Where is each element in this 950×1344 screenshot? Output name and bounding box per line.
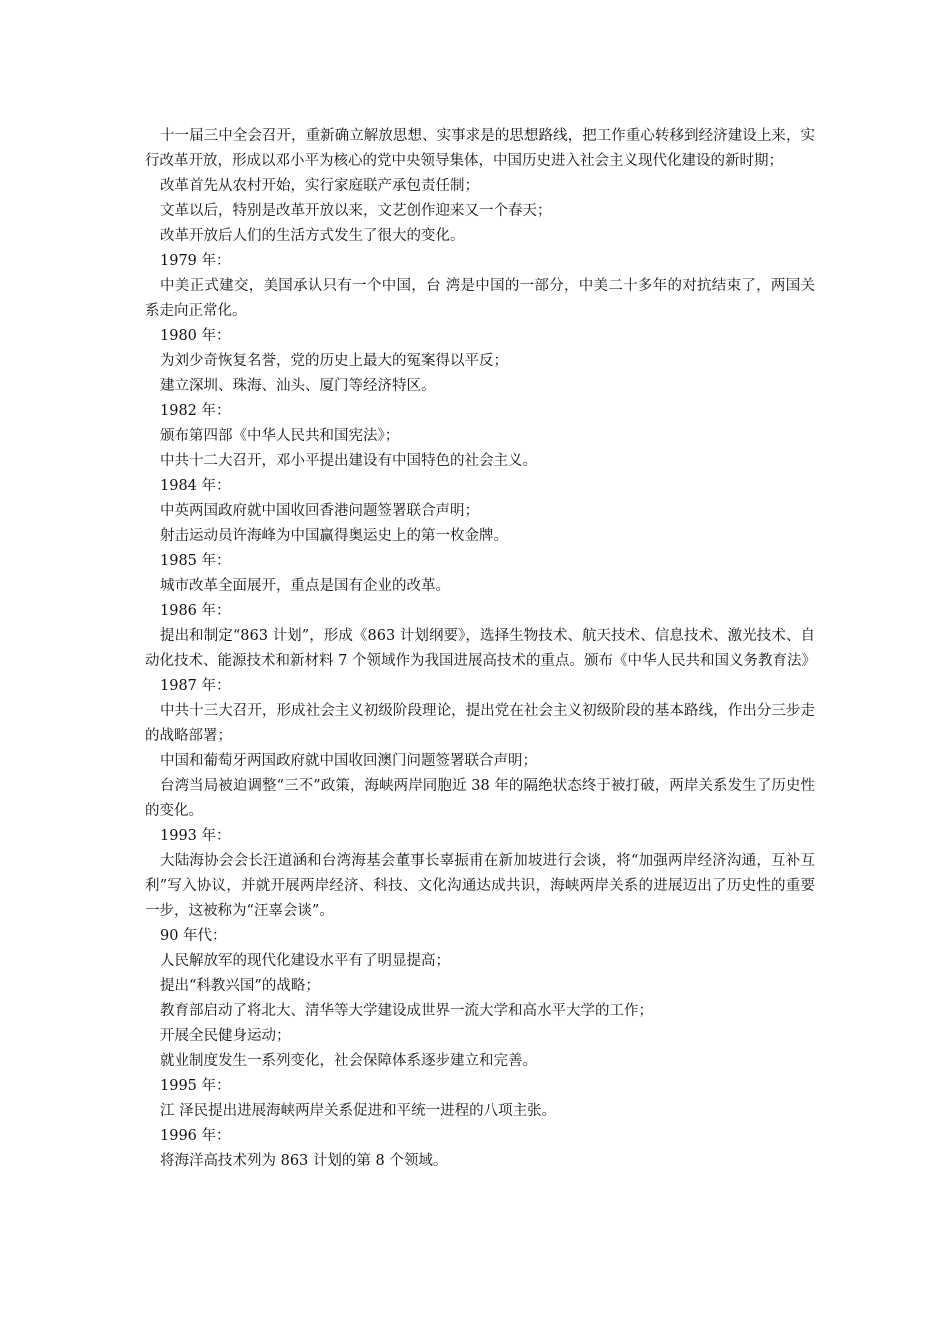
paragraph: 人民解放军的现代化建设水平有了明显提高； [160,953,450,969]
year-heading: 1984 年： [160,478,231,494]
paragraph: 中共十二大召开，邓小平提出建设有中国特色的社会主义。 [160,453,537,469]
year-heading: 1980 年： [160,328,231,344]
paragraph: 中英两国政府就中国收回香港问题签署联合声明； [160,503,479,519]
year-heading: 1987 年： [160,678,231,694]
paragraph: 提出和制定“863 计划”，形成《863 计划纲要》，选择生物技术、航天技术、信息技术、激光技术、自动化技术、能源技术和新材料 7 个领域作为我国进展高技术的重点。颁布《中华人民共和国义务教育法》 [145,628,816,669]
year-heading: 1995 年： [160,1078,231,1094]
paragraph: 大陆海协会会长汪道涵和台湾海基会董事长辜振甫在新加坡进行会谈，将“加强两岸经济沟通，互补互利”写入协议，并就开展两岸经济、科技、文化沟通达成共识，海峡两岸关系的进展迈出了历史性的重要一步，这被称为“汪辜会谈”。 [145,853,815,919]
paragraph: 开展全民健身运动； [160,1028,291,1044]
paragraph: 颁布第四部《中华人民共和国宪法》； [160,428,400,444]
year-heading: 90 年代： [160,928,227,944]
paragraph: 中美正式建交，美国承认只有一个中国，台 湾是中国的一部分，中美二十多年的对抗结束了，两国关系走向正常化。 [145,278,815,319]
year-heading: 1979 年： [160,253,231,269]
paragraph: 文革以后，特别是改革开放以来，文艺创作迎来又一个春天； [160,203,552,219]
paragraph: 台湾当局被迫调整“三不”政策，海峡两岸同胞近 38 年的隔绝状态终于被打破，两岸关系发生了历史性的变化。 [145,778,815,819]
paragraph: 江 泽民提出进展海峡两岸关系促进和平统一进程的八项主张。 [160,1103,557,1119]
paragraph: 将海洋高技术列为 863 计划的第 8 个领域。 [160,1153,448,1169]
year-heading: 1993 年： [160,828,231,844]
paragraph: 中国和葡萄牙两国政府就中国收回澳门问题签署联合声明； [160,753,537,769]
paragraph: 建立深圳、珠海、汕头、厦门等经济特区。 [160,378,436,394]
document-body [145,124,815,1174]
paragraph: 射击运动员许海峰为中国赢得奥运史上的第一枚金牌。 [160,528,508,544]
paragraph: 改革开放后人们的生活方式发生了很大的变化。 [160,228,465,244]
paragraph: 十一届三中全会召开，重新确立解放思想、实事求是的思想路线，把工作重心转移到经济建设上来，实行改革开放，形成以邓小平为核心的党中央领导集体，中国历史进入社会主义现代化建设的新时期； [145,128,815,169]
paragraph: 中共十三大召开，形成社会主义初级阶段理论，提出党在社会主义初级阶段的基本路线，作出分三步走的战略部署； [145,703,815,744]
paragraph: 改革首先从农村开始，实行家庭联产承包责任制； [160,178,479,194]
paragraph: 为刘少奇恢复名誉，党的历史上最大的冤案得以平反； [160,353,508,369]
year-heading: 1986 年： [160,603,231,619]
paragraph: 提出“科教兴国”的战略； [160,978,320,994]
paragraph: 就业制度发生一系列变化，社会保障体系逐步建立和完善。 [160,1053,537,1069]
year-heading: 1996 年： [160,1128,231,1144]
paragraph: 教育部启动了将北大、清华等大学建设成世界一流大学和高水平大学的工作； [160,1003,653,1019]
year-heading: 1985 年： [160,553,231,569]
year-heading: 1982 年： [160,403,231,419]
paragraph: 城市改革全面展开，重点是国有企业的改革。 [160,578,450,594]
